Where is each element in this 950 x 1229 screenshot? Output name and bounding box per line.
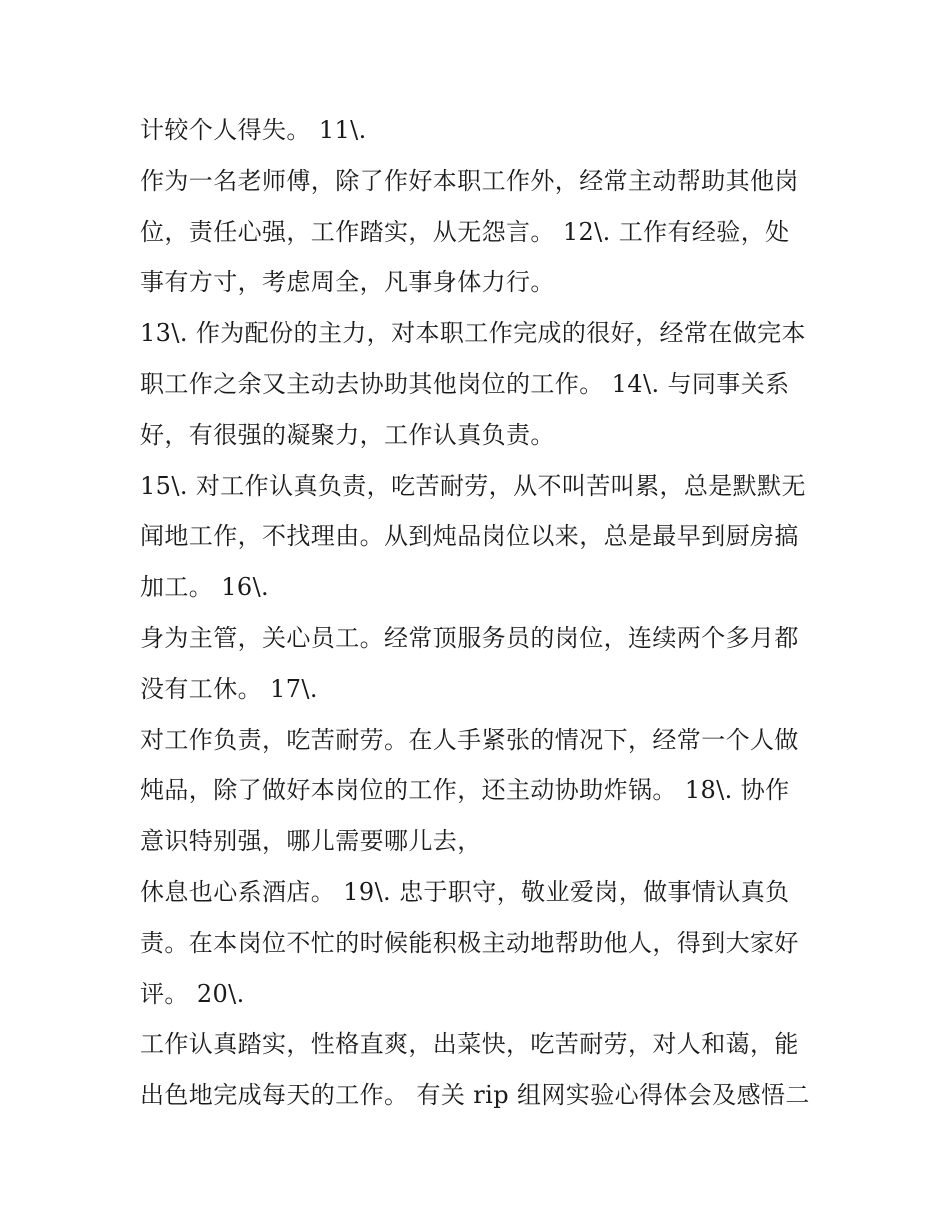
text-line: 闻地工作，不找理由。从到炖品岗位以来，总是最早到厨房搞 — [140, 522, 799, 551]
text-line: 事有方寸，考虑周全，凡事身体力行。 — [140, 268, 555, 297]
text-line: 对工作负责，吃苦耐劳。在人手紧张的情况下，经常一个人做 — [140, 725, 799, 754]
text-line: 出色地完成每天的工作。 有关 rip 组网实验心得体会及感悟二 — [140, 1081, 810, 1110]
text-line: 评。 20\. — [140, 979, 245, 1008]
text-line: 身为主管，关心员工。经常顶服务员的岗位，连续两个多月都 — [140, 623, 799, 652]
text-line: 13\. 作为配份的主力，对本职工作完成的很好，经常在做完本 — [140, 319, 806, 348]
text-line: 意识特别强，哪儿需要哪儿去， — [140, 827, 482, 856]
text-line: 责。在本岗位不忙的时候能积极主动地帮助他人，得到大家好 — [140, 928, 799, 957]
text-line: 职工作之余又主动去协助其他岗位的工作。 14\. 与同事关系 — [140, 369, 790, 398]
text-line: 计较个人得失。 11\. — [140, 116, 367, 144]
text-line: 工作认真踏实，性格直爽，出菜快，吃苦耐劳，对人和蔼，能 — [140, 1030, 799, 1059]
text-line: 好，有很强的凝聚力，工作认真负责。 — [140, 420, 555, 449]
text-line: 15\. 对工作认真负责，吃苦耐劳，从不叫苦叫累，总是默默无 — [140, 471, 806, 500]
text-line: 位，责任心强，工作踏实，从无怨言。 12\. 工作有经验，处 — [140, 217, 790, 246]
document-body — [140, 109, 830, 1125]
text-line: 休息也心系酒店。 19\. 忠于职守，敬业爱岗，做事情认真负 — [140, 877, 790, 906]
text-line: 没有工休。 17\. — [140, 674, 318, 703]
text-line: 炖品，除了做好本岗位的工作，还主动协助炸锅。 18\. 协作 — [140, 776, 790, 805]
text-line: 作为一名老师傅，除了作好本职工作外，经常主动帮助其他岗 — [140, 166, 799, 195]
text-line: 加工。 16\. — [140, 573, 270, 602]
